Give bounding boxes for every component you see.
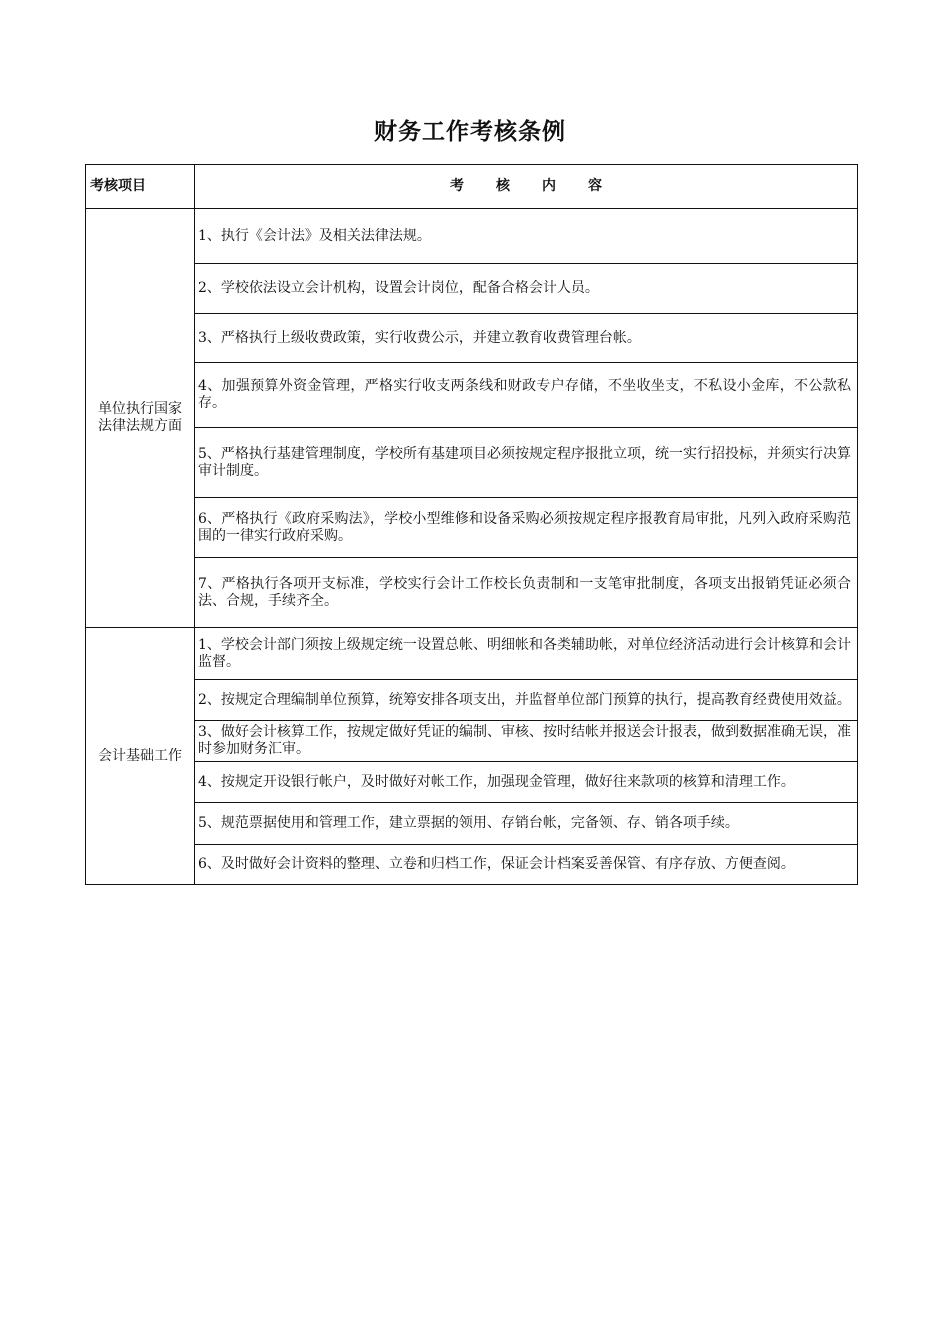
category-line: 单位执行国家 bbox=[98, 401, 182, 417]
table-row bbox=[86, 428, 858, 498]
table-row bbox=[86, 314, 858, 363]
assessment-item: 1、学校会计部门须按上级规定统一设置总帐、明细帐和各类辅助帐，对单位经济活动进行会计核算和会计监督。 bbox=[195, 628, 858, 680]
table-row bbox=[86, 558, 858, 628]
header-item-cell: 考核项目 bbox=[86, 165, 195, 209]
table-row bbox=[86, 721, 858, 762]
page-title: 财务工作考核条例 bbox=[374, 119, 566, 145]
assessment-item: 6、及时做好会计资料的整理、立卷和归档工作，保证会计档案妥善保管、有序存放、方便查阅。 bbox=[195, 845, 858, 885]
table-row bbox=[86, 209, 858, 264]
assessment-item: 4、加强预算外资金管理，严格实行收支两条线和财政专户存储，不坐收坐支，不私设小金库，不公款私存。 bbox=[195, 363, 858, 428]
assessment-item: 5、规范票据使用和管理工作，建立票据的领用、存销台帐，完备领、存、销各项手续。 bbox=[195, 803, 858, 845]
assessment-item: 5、严格执行基建管理制度，学校所有基建项目必须按规定程序报批立项，统一实行招投标，并须实行决算审计制度。 bbox=[195, 428, 858, 498]
category-cell-accounting bbox=[86, 628, 195, 885]
table-header-row bbox=[86, 165, 858, 209]
assessment-item: 2、学校依法设立会计机构，设置会计岗位，配备合格会计人员。 bbox=[195, 264, 858, 314]
table-row bbox=[86, 845, 858, 885]
category-cell-legal bbox=[86, 209, 195, 628]
assessment-item: 3、严格执行上级收费政策，实行收费公示，并建立教育收费管理台帐。 bbox=[195, 314, 858, 363]
category-line: 会计基础工作 bbox=[98, 747, 182, 764]
table-row bbox=[86, 628, 858, 680]
assessment-item: 6、严格执行《政府采购法》，学校小型维修和设备采购必须按规定程序报教育局审批，凡列入政府采购范围的一律实行政府采购。 bbox=[195, 498, 858, 558]
table-row bbox=[86, 498, 858, 558]
category-line: 法律法规方面 bbox=[98, 418, 182, 434]
assessment-table bbox=[85, 164, 858, 885]
assessment-item: 2、按规定合理编制单位预算，统筹安排各项支出，并监督单位部门预算的执行，提高教育经费使用效益。 bbox=[195, 680, 858, 721]
table-row bbox=[86, 264, 858, 314]
header-content-cell: 考核内容 bbox=[195, 165, 858, 209]
table-row bbox=[86, 803, 858, 845]
table-row bbox=[86, 680, 858, 721]
assessment-item: 1、执行《会计法》及相关法律法规。 bbox=[195, 209, 858, 264]
assessment-item: 7、严格执行各项开支标准，学校实行会计工作校长负责制和一支笔审批制度，各项支出报销凭证必须合法、合规，手续齐全。 bbox=[195, 558, 858, 628]
table-row bbox=[86, 363, 858, 428]
table-row bbox=[86, 762, 858, 803]
assessment-item: 3、做好会计核算工作，按规定做好凭证的编制、审核、按时结帐并报送会计报表，做到数据准确无误，准时参加财务汇审。 bbox=[195, 721, 858, 762]
assessment-item: 4、按规定开设银行帐户，及时做好对帐工作，加强现金管理，做好往来款项的核算和清理工作。 bbox=[195, 762, 858, 803]
